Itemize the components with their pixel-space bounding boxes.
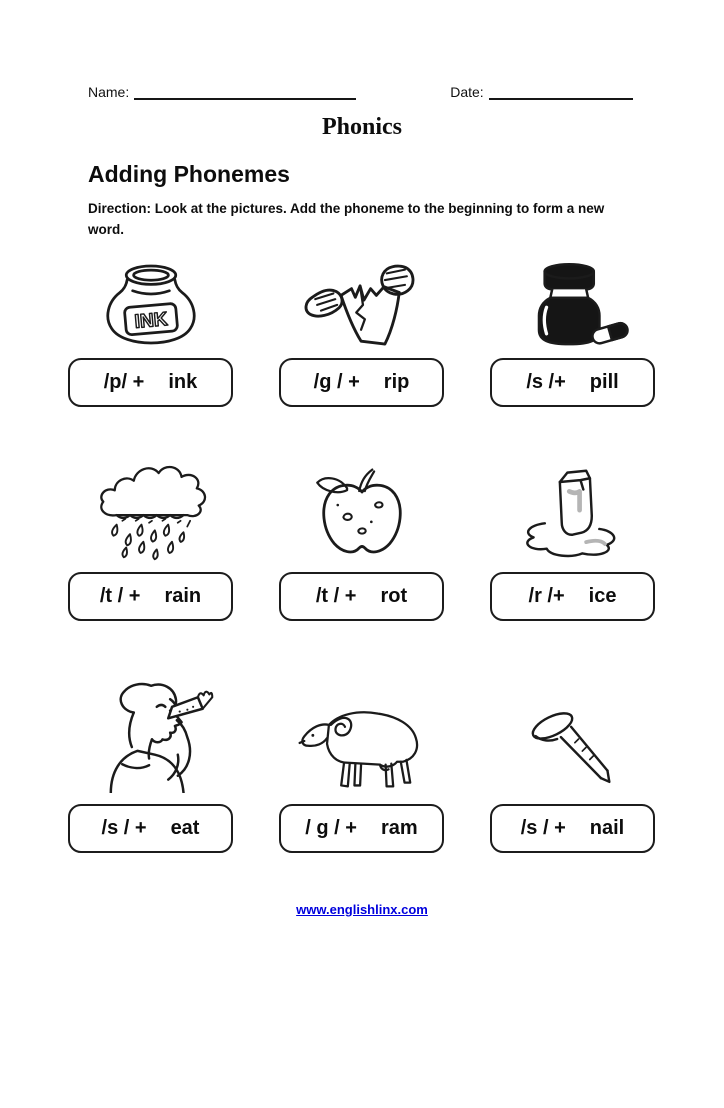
phoneme-label: / g / + [305,816,357,839]
exercise-item-rip [256,255,467,407]
phoneme-label: /s / + [520,816,566,839]
header-row [88,84,632,100]
word-label: ice [588,584,617,607]
ice-cube-image [511,449,635,561]
worksheet-page [0,84,724,1108]
ripping-paper-image [299,255,425,347]
word-label: rain [164,584,202,607]
exercise-item-nail [467,677,678,853]
grid-row-2 [45,449,679,621]
answer-box [490,358,655,407]
name-blank-line [134,85,356,100]
answer-box [68,804,233,853]
word-label: ram [380,816,418,839]
answer-box [279,804,444,853]
exercise-item-rot [256,449,467,621]
rotten-apple-image [306,449,418,561]
name-field [88,84,356,100]
answer-box [68,572,233,621]
rain-cloud-image [88,449,214,561]
website-link[interactable]: www.englishlinx.com [296,901,428,917]
phoneme-label: /p/ + [103,370,145,393]
direction-text: Direction: Look at the pictures. Add the phoneme to the beginning to form a new word. [88,201,605,237]
exercise-item-eat [45,677,256,853]
section-heading: Adding Phonemes [88,161,290,187]
phoneme-label: /r /+ [528,584,565,607]
ram-image [291,677,433,793]
ink-jar-image [96,255,206,347]
boy-eating-image [84,677,218,793]
grid-row-3 [45,677,679,853]
phoneme-label: /s /+ [526,370,566,393]
exercise-item-ice [467,449,678,621]
date-blank-line [489,85,633,100]
nail-image [517,677,629,793]
phoneme-label: /t / + [315,584,357,607]
name-label: Name: [88,84,130,100]
word-label: nail [589,816,625,839]
answer-box [279,358,444,407]
date-label: Date: [450,84,484,100]
pill-bottle-image [514,255,632,347]
word-label: eat [170,816,200,839]
phoneme-label: /g / + [313,370,360,393]
exercise-item-ink [45,255,256,407]
answer-box [490,804,655,853]
page-title: Phonics [321,114,402,140]
answer-box [490,572,655,621]
phoneme-label: /s / + [101,816,147,839]
exercise-item-ram [256,677,467,853]
word-label: pill [589,370,619,393]
word-label: rot [380,584,408,607]
word-label: rip [383,370,410,393]
phoneme-label: /t / + [99,584,141,607]
answer-box [279,572,444,621]
exercise-item-pill [467,255,678,407]
footer [0,901,724,919]
svg-text:INK: INK [133,308,169,333]
date-field [450,84,632,100]
worksheet-grid [45,255,679,853]
exercise-item-rain [45,449,256,621]
answer-box [68,358,233,407]
grid-row-1 [45,255,679,407]
word-label: ink [168,370,198,393]
